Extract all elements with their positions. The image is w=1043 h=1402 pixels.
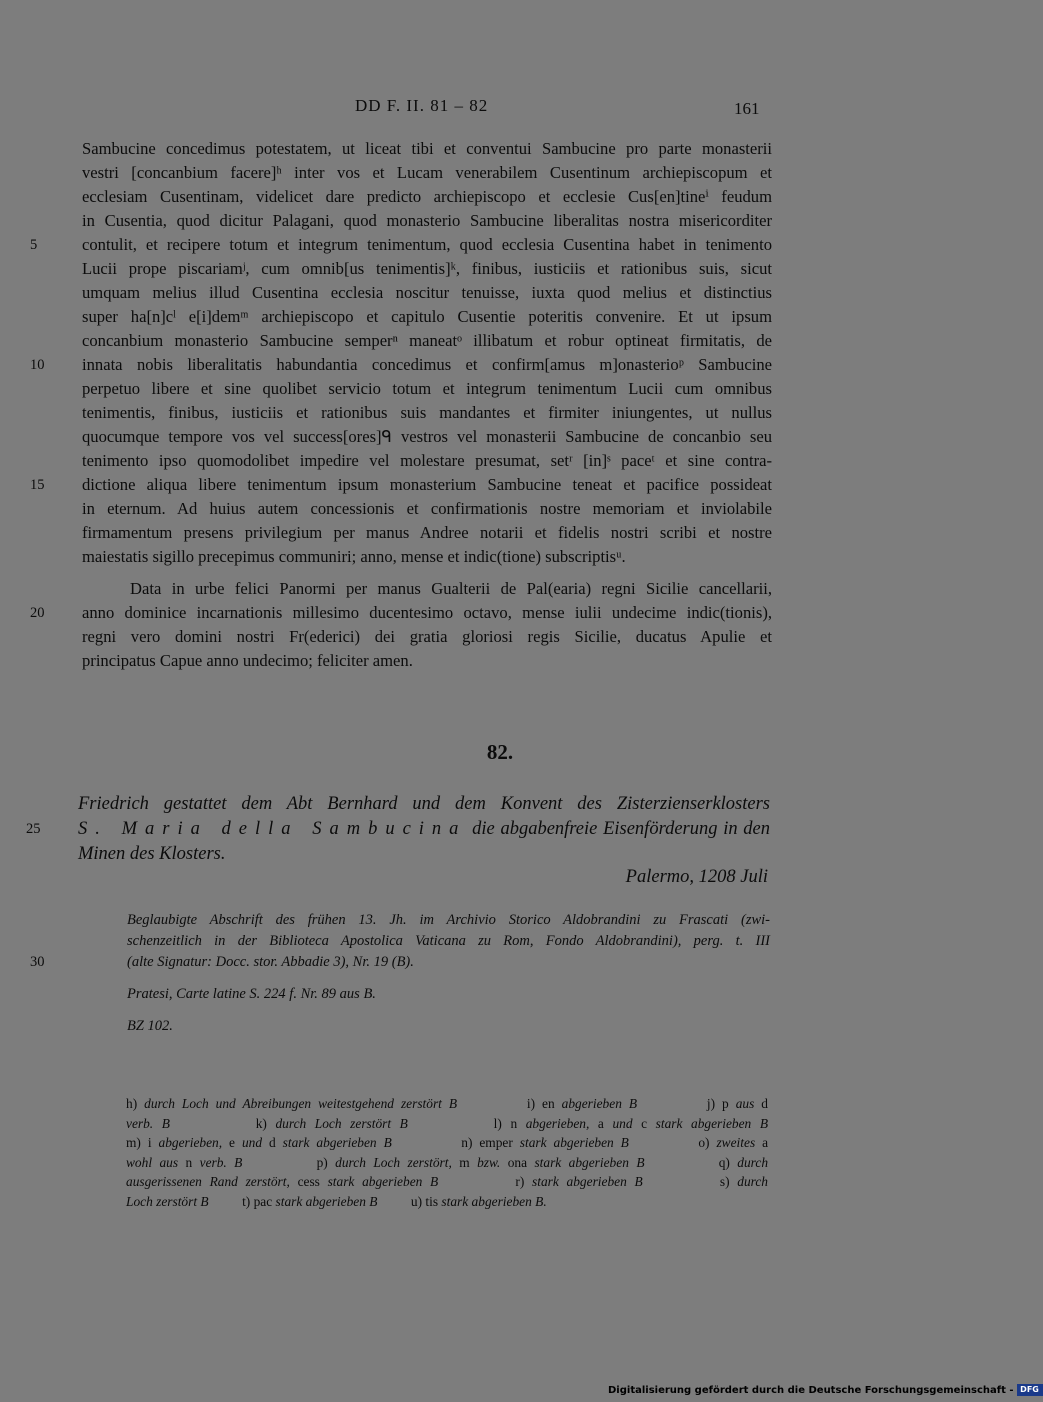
footnote-line [126,1133,768,1153]
footnote-run: aus [735,1096,755,1111]
dfg-logo-icon: DFG [1017,1384,1043,1396]
footnote-run: e [229,1135,242,1150]
footnote-run: und [612,1115,642,1131]
footnote-run: r) [438,1174,533,1189]
dfg-credit [608,1384,1043,1398]
footnote-run: o) [628,1135,717,1150]
footnote-line [126,1114,768,1134]
footnote-run: cess [297,1174,328,1189]
footnote-run: m [459,1154,478,1170]
footnote-run: u) tis [377,1193,442,1209]
running-head: DD F. II. 81 – 82 [355,96,489,115]
text-line [30,353,772,377]
reference-line: BZ 102. [127,1018,173,1034]
footnote-run: verb. B [199,1154,243,1170]
footnote-run: l) n [407,1115,526,1131]
footnote-run: ona [507,1154,535,1170]
document-81-text [30,137,772,673]
regest [26,792,770,867]
footnote-run: m) i [126,1135,159,1150]
page-header [0,96,1000,122]
footnote-run: stark abgerieben B. [441,1193,547,1209]
document-number: 82. [486,740,514,764]
footnote-run: k) [169,1115,276,1131]
text-line: Lucii prope piscariamʲ, cum omnib[us tenimentis]ᵏ, finibus, iusticiis et rationibus suis, sicut [82,259,772,278]
footnote-run: wohl aus [126,1154,186,1170]
footnote-run: durch Loch zerstört, [335,1154,460,1170]
footnote-run: n [185,1154,200,1170]
text-line [30,473,772,497]
footnote-run: abgerieben, [525,1115,598,1131]
text-line: tenimentis, finibus, iusticiis et rationibus suis mandantes et firmiter iniungentes, ut nullus [82,403,772,422]
regest-text: die abgabenfreie Eisenförderung in den [472,819,770,839]
line-text: contulit, et recipere totum et integrum tenimentum, quod ecclesia Cusentina habet in tenimento [82,235,772,254]
text-line: Sambucine concedimus potestatem, ut liceat tibi et conventui Sambucine pro parte monasterii [82,139,772,158]
text-line: in Cusentia, quod dicitur Palagani, quod monasterio Sambucine liberalitas nostra misericorditer [82,211,772,230]
line-text: dictione aliqua libere tenimentum ipsum monasterium Sambucine teneat et pacifice possideat [82,475,772,494]
line-number: 10 [30,357,45,373]
line-number: 30 [30,954,45,970]
text-line: perpetuo libere et sine quolibet servicio totum et integrum tenimentum Lucii cum omnibus [82,379,772,398]
credit-text: Digitalisierung gefördert durch die Deutsche Forschungsgemeinschaft - [608,1385,1014,1396]
footnote-run: p) [242,1154,336,1170]
footnote-run: stark abgerieben B [532,1174,643,1189]
text-line: ecclesiam Cusentinam, videlicet dare predicto archiepiscopo et ecclesie Cus[en]tineⁱ feudum [82,187,772,206]
text-line: concanbium monasterio Sambucine semperⁿ maneatᵒ illibatum et robur optineat firmitatis, de [82,331,772,350]
footnote-run: d [269,1135,283,1150]
footnote-line [126,1153,768,1173]
footnote-run: durch Loch und Abreibungen weitestgehend zerstört B [144,1096,458,1111]
dating-line: Data in urbe felici Panormi per manus Gualterii de Pal(earia) regni Sicilie cancellarii, [130,579,772,598]
footnote-run: stark abgerieben B [519,1135,629,1150]
tradition [30,910,770,973]
dating-line [30,601,772,625]
footnote-run: s) [642,1174,738,1189]
apparatus [30,910,770,1048]
footnote-run: stark abgerieben B [327,1174,439,1189]
edition [127,984,770,1005]
footnote-run: stark abgerieben B [275,1193,378,1209]
footnote-run: bzw. [477,1154,508,1170]
reference [127,1016,770,1037]
monastery-name: S. Maria della Sambucina [78,819,467,839]
footnote-run: d [754,1096,769,1111]
footnote-line [126,1192,768,1212]
line-number: 15 [30,477,45,493]
regest-line: Minen des Klosters. [78,844,226,864]
line-text: innata nobis liberalitatis habundantia concedimus et confirm[amus m]onasterioᵖ Sambucine [82,355,772,374]
tradition-line [30,952,770,973]
regest-line [26,817,770,842]
footnote-run: j) p [637,1096,736,1111]
footnote-run: verb. B [126,1115,170,1131]
footnote-run: Loch zerstört B [126,1193,209,1209]
footnote-run: n) emper [391,1135,520,1150]
page-number: 161 [734,99,760,118]
footnote-run: abgerieben B [561,1096,638,1111]
dating-line: principatus Capue anno undecimo; feliciter amen. [82,651,413,670]
line-text: anno dominice incarnationis millesimo ducentesimo octavo, mense iulii undecime indic(tionis), [82,603,772,622]
line-number: 20 [30,605,45,621]
footnotes [126,1094,768,1211]
line-number: 25 [26,821,41,837]
tradition-line: Beglaubigte Abschrift des frühen 13. Jh. im Archivio Storico Aldobrandini zu Frascati (zwi- [127,912,770,928]
footnote-run: und [241,1135,269,1150]
footnote-run: ausgerissenen Rand zerstört, [126,1174,298,1189]
text-line: super ha[n]cˡ e[i]demᵐ archiepiscopo et capitulo Cusentie poteritis convenire. Et ut ipsum [82,307,772,326]
tradition-line: schenzeitlich in der Biblioteca Apostolica Vaticana zu Rom, Fondo Aldobrandini), perg. t. III [127,933,770,949]
footnote-run: a [597,1115,613,1131]
place-date: Palermo, 1208 Juli [625,867,768,887]
footnote-run: zweites [716,1135,763,1150]
footnote-run: abgerieben, [158,1135,230,1150]
footnote-line [126,1172,768,1192]
footnote-run: a [762,1135,769,1150]
line-text: (alte Signatur: Docc. stor. Abbadie 3), Nr. 19 (B). [127,954,414,970]
footnote-run: h) [126,1096,145,1111]
text-line: tenimento ipso quomodolibet impedire vel molestare presumat, setʳ [in]ˢ paceᵗ et sine contra- [82,451,772,470]
text-line: quocumque tempore vos vel success[ores]ᑫ vestros vel monasterii Sambucine de concanbio seu [82,427,772,446]
footnote-run: stark abgerieben B [282,1135,392,1150]
footnote-run: i) en [457,1096,562,1111]
regest-line: Friedrich gestattet dem Abt Bernhard und dem Konvent des Zisterzienserklosters [78,794,770,814]
text-line: vestri [concanbium facere]ʰ inter vos et Lucam venerabilem Cusentinum archiepiscopum et [82,163,772,182]
footnote-run: durch [737,1154,769,1170]
text-line [30,233,772,257]
line-number: 5 [30,237,38,253]
footnote-run: durch Loch zerstört B [275,1115,408,1131]
text-line: umquam melius illud Cusentina ecclesia noscitur tenuisse, iuxta quod melius et distinctius [82,283,772,302]
dating-line: regni vero domini nostri Fr(ederici) dei gratia gloriosi regis Sicilie, ducatus Apulie et [82,627,772,646]
footnote-run: c [641,1115,656,1131]
text-line: firmamentum presens privilegium per manus Andree notarii et fidelis nostri scribi et nostre [82,523,772,542]
text-line: maiestatis sigillo precepimus communiri; anno, mense et indic(tione) subscriptisᵘ. [82,547,626,566]
footnote-run: durch [737,1174,768,1189]
footnote-run: stark abgerieben B [534,1154,645,1170]
text-line: in eternum. Ad huius autem concessionis et confirmationis nostre memoriam et inviolabile [82,499,772,518]
footnote-run: stark abgerieben B [655,1115,769,1131]
footnote-run: q) [644,1154,738,1170]
footnote-run: t) pac [208,1193,276,1209]
edition-line: Pratesi, Carte latine S. 224 f. Nr. 89 aus B. [127,986,376,1002]
footnote-line [126,1094,768,1114]
